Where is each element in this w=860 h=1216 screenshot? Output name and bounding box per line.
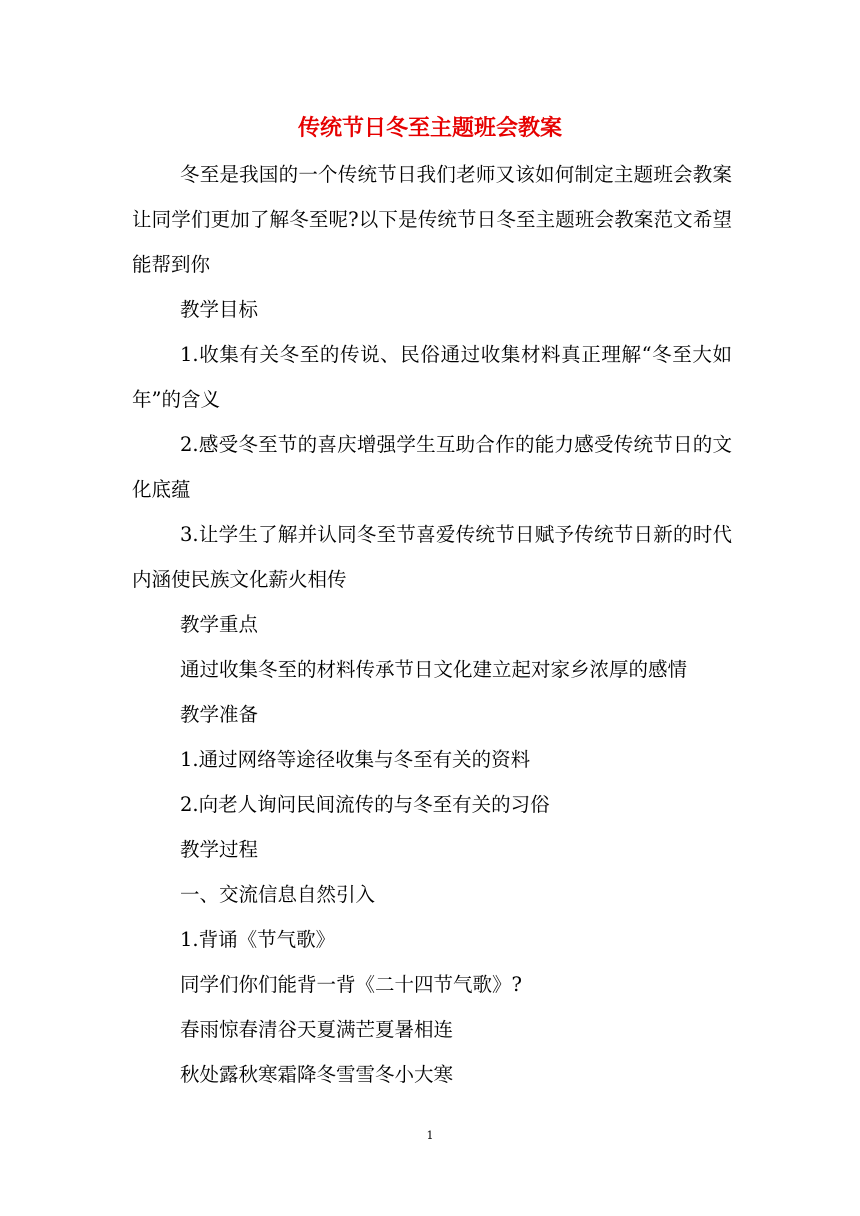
- body-paragraph: 1.背诵《节气歌》: [180, 928, 336, 951]
- body-paragraph: 秋处露秋寒霜降冬雪雪冬小大寒: [180, 1063, 454, 1086]
- section-heading-teaching-focus: 教学重点: [180, 613, 259, 636]
- document-body: [132, 152, 732, 1097]
- body-paragraph: 2.向老人询问民间流传的与冬至有关的习俗: [180, 793, 550, 816]
- body-paragraph: 一、交流信息自然引入: [180, 883, 376, 906]
- body-paragraph: 1.收集有关冬至的传说、民俗通过收集材料真正理解“冬至大如年”的含义: [132, 343, 732, 411]
- body-paragraph: 通过收集冬至的材料传承节日文化建立起对家乡浓厚的感情: [180, 658, 688, 681]
- section-heading-teaching-process: 教学过程: [180, 838, 259, 861]
- page-number: 1: [426, 1129, 434, 1142]
- section-heading-teaching-preparation: 教学准备: [180, 703, 259, 726]
- body-paragraph: 3.让学生了解并认同冬至节喜爱传统节日赋予传统节日新的时代内涵使民族文化薪火相传: [132, 523, 732, 591]
- body-paragraph: 1.通过网络等途径收集与冬至有关的资料: [180, 748, 531, 771]
- body-paragraph: 同学们你们能背一背《二十四节气歌》?: [180, 973, 522, 996]
- body-paragraph: 冬至是我国的一个传统节日我们老师又该如何制定主题班会教案让同学们更加了解冬至呢?以下是传统节日冬至主题班会教案范文希望能帮到你: [132, 163, 732, 276]
- section-heading-teaching-goals: 教学目标: [180, 298, 259, 321]
- body-paragraph: 2.感受冬至节的喜庆增强学生互助合作的能力感受传统节日的文化底蕴: [132, 433, 732, 501]
- document-title: 传统节日冬至主题班会教案: [297, 115, 562, 141]
- body-paragraph: 春雨惊春清谷天夏满芒夏暑相连: [180, 1018, 454, 1041]
